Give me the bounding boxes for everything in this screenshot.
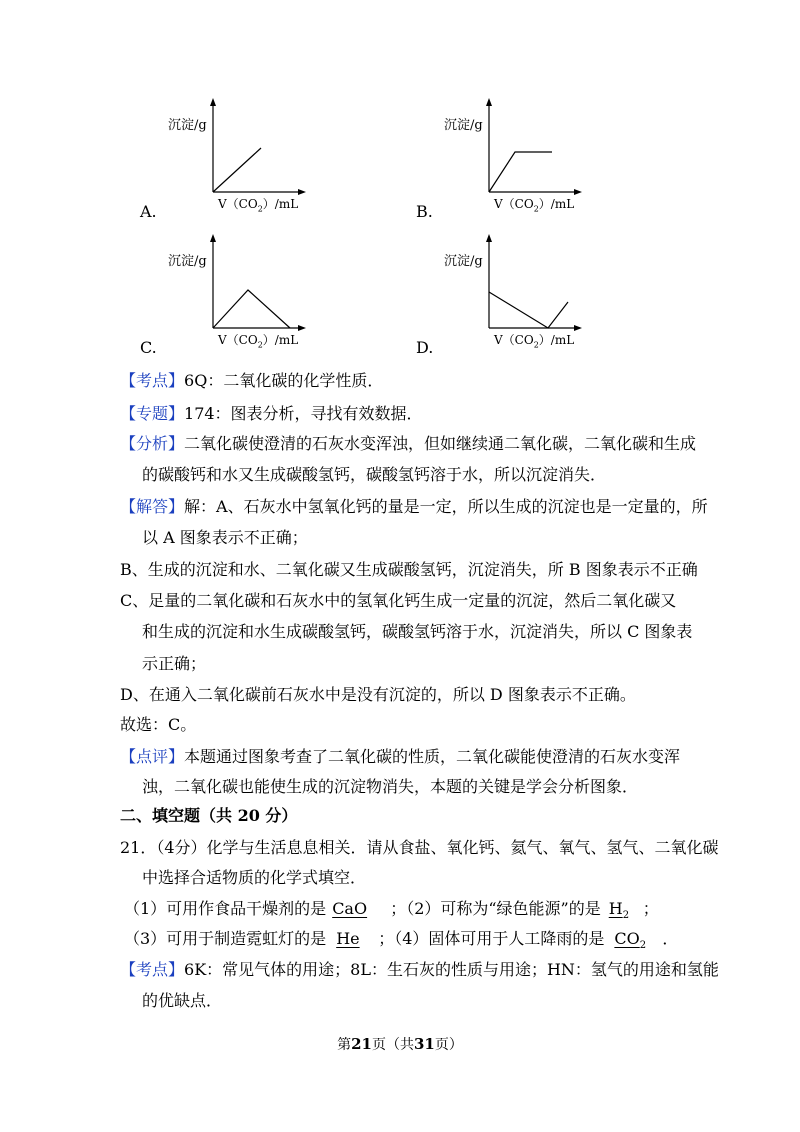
curve-b xyxy=(489,152,552,192)
graph-b xyxy=(444,96,634,214)
kaodian-tag: 【考点】 xyxy=(120,371,185,390)
zhuanti-tag: 【专题】 xyxy=(120,404,185,423)
answer-3: He xyxy=(336,929,360,948)
answer-1: CaO xyxy=(332,899,368,918)
graph-c-plot xyxy=(168,232,358,342)
zhuanti-line xyxy=(120,404,423,424)
x-axis-arrow xyxy=(298,189,306,195)
x-axis-label: $V(CO_2)/mL$ xyxy=(494,197,575,214)
x-axis-arrow xyxy=(574,189,582,195)
graph-d xyxy=(444,232,634,350)
q21-stem-2: 中选择合适物质的化学式填空． xyxy=(142,868,367,887)
graph-d-plot xyxy=(444,232,634,342)
page-number: 21 xyxy=(351,1035,372,1053)
answer-2: $H_2$ xyxy=(608,899,630,922)
dianping-line-2: 浊，二氧化碳也能使生成的沉淀物消失，本题的关键是学会分析图象． xyxy=(142,777,639,796)
x-axis-arrow xyxy=(574,325,582,331)
jieda-tag: 【解答】 xyxy=(120,497,185,516)
curve-c xyxy=(213,290,290,328)
zhuanti-text: 174：图表分析，寻找有效数据． xyxy=(184,404,423,423)
y-axis-label: 沉淀/g xyxy=(444,254,483,269)
curve-a xyxy=(213,148,261,192)
answer-4: $CO_2$ xyxy=(614,929,647,952)
y-axis-label: 沉淀/g xyxy=(168,254,207,269)
q21-line-2: （3）可用于制造霓虹灯的是 He ；（4）固体可用于人工降雨的是 $CO_2$ ． xyxy=(124,929,678,956)
y-axis-label: 沉淀/g xyxy=(168,118,207,133)
option-d-analysis: D、在通入二氧化碳前石灰水中是没有沉淀的，所以 D 图象表示不正确。 xyxy=(120,685,636,704)
x-axis-arrow xyxy=(298,325,306,331)
jieda-line-2: 以 A 图象表示不正确； xyxy=(142,528,308,547)
option-c-analysis-2: 和生成的沉淀和水生成碳酸氢钙，碳酸氢钙溶于水，沉淀消失，所以 C 图象表 xyxy=(142,622,693,641)
option-letter: B. xyxy=(416,202,433,221)
fenxi-line xyxy=(120,434,696,454)
y-axis-arrow xyxy=(210,234,216,242)
graph-a xyxy=(168,96,358,214)
x-axis-label: $V(CO_2)/mL$ xyxy=(218,333,299,350)
y-axis-arrow xyxy=(486,98,492,106)
kaodian-text: 6K：常见气体的用途；8L：生石灰的性质与用途；HN：氢气的用途和氢能 xyxy=(184,960,719,979)
dianping-line xyxy=(120,747,680,767)
y-axis-arrow xyxy=(486,234,492,242)
dianping-text: 本题通过图象考查了二氧化碳的性质，二氧化碳能使澄清的石灰水变浑 xyxy=(184,747,681,766)
kaodian-line xyxy=(120,371,383,391)
option-c-analysis-3: 示正确； xyxy=(142,654,207,673)
dianping-tag: 【点评】 xyxy=(120,747,185,766)
kaodian-text: 6Q：二氧化碳的化学性质． xyxy=(184,371,384,390)
page-total: 31 xyxy=(414,1035,435,1053)
y-axis-label: 沉淀/g xyxy=(444,118,483,133)
option-letter: A. xyxy=(140,202,157,221)
section-title: 二、填空题（共 20 分） xyxy=(120,806,298,825)
kaodian-tag: 【考点】 xyxy=(120,960,185,979)
option-letter: C. xyxy=(140,338,157,357)
answer-choice: 故选：C。 xyxy=(120,715,197,734)
graph-c xyxy=(168,232,358,350)
x-axis-label: $V(CO_2)/mL$ xyxy=(218,197,299,214)
graph-a-plot xyxy=(168,96,358,206)
q21-stem-1: 21．（4分）化学与生活息息相关．请从食盐、氧化钙、氦气、氧气、氢气、二氧化碳 xyxy=(120,838,719,857)
option-letter: D. xyxy=(416,338,434,357)
jieda-text: 解：A、石灰水中氢氧化钙的量是一定，所以生成的沉淀也是一定量的，所 xyxy=(184,497,708,516)
fenxi-tag: 【分析】 xyxy=(120,434,185,453)
q21-kaodian-line xyxy=(120,960,719,980)
page-footer: 第21页（共31页） xyxy=(337,1035,463,1053)
jieda-line xyxy=(120,497,708,517)
fenxi-text: 二氧化碳使澄清的石灰水变浑浊，但如继续通二氧化碳，二氧化碳和生成 xyxy=(184,434,697,453)
q21-kaodian-line-2: 的优缺点． xyxy=(142,991,223,1010)
x-axis-label: $V(CO_2)/mL$ xyxy=(494,333,575,350)
option-c-analysis-1: C、足量的二氧化碳和石灰水中的氢氧化钙生成一定量的沉淀，然后二氧化碳又 xyxy=(120,591,677,610)
graph-b-plot xyxy=(444,96,634,206)
q21-line-1: （1）可用作食品干燥剂的是 CaO ；（2）可称为“绿色能源”的是 $H_2$ ； xyxy=(124,899,659,926)
y-axis-arrow xyxy=(210,98,216,106)
curve-d xyxy=(489,292,568,328)
fenxi-line-2: 的碳酸钙和水又生成碳酸氢钙，碳酸氢钙溶于水，所以沉淀消失． xyxy=(142,465,607,484)
option-b-analysis: B、生成的沉淀和水、二氧化碳又生成碳酸氢钙，沉淀消失，所 B 图象表示不正确 xyxy=(120,560,698,579)
